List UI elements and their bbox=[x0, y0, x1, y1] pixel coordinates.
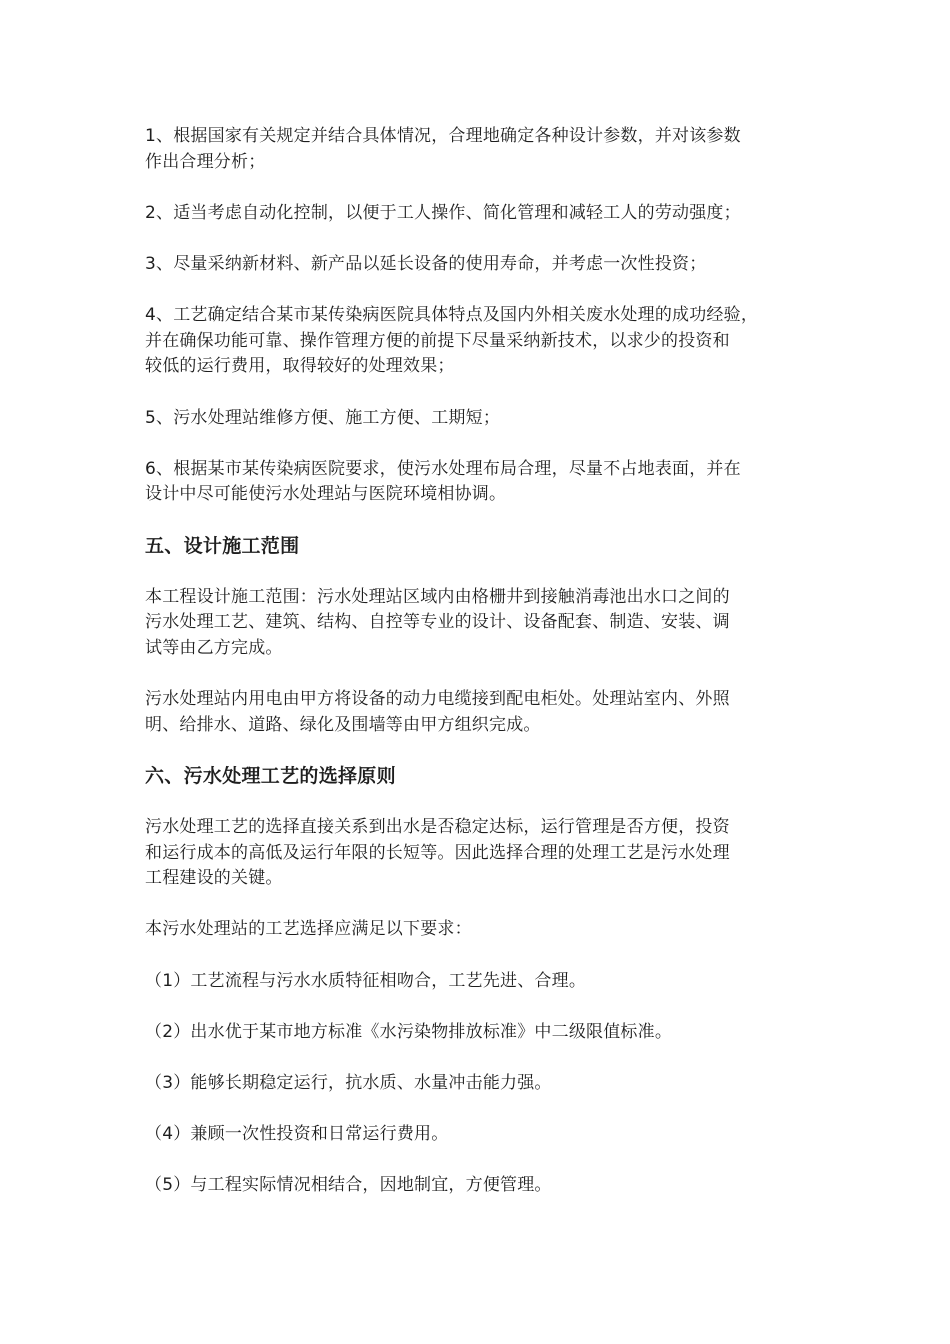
text-line: 6、根据某市某传染病医院要求，使污水处理布局合理，尽量不占地表面，并在 bbox=[145, 458, 741, 479]
text-line: 污水处理工艺、建筑、结构、自控等专业的设计、设备配套、制造、安装、调 bbox=[145, 612, 730, 633]
text-line: 1、根据国家有关规定并结合具体情况，合理地确定各种设计参数，并对该参数 bbox=[145, 126, 741, 146]
document-page bbox=[145, 124, 825, 1225]
text-line: 污水处理站内用电由甲方将设备的动力电缆接到配电柜处。处理站室内、外照 bbox=[145, 689, 730, 710]
requirement-paragraph bbox=[145, 1173, 825, 1199]
text-line: 作出合理分析； bbox=[145, 151, 266, 172]
principle-paragraph bbox=[145, 406, 825, 432]
requirement-paragraph bbox=[145, 1122, 825, 1148]
principle-paragraph bbox=[145, 252, 825, 278]
principle-paragraph bbox=[145, 457, 825, 508]
text-line: 2、适当考虑自动化控制，以便于工人操作、简化管理和减轻工人的劳动强度； bbox=[145, 202, 741, 223]
requirement-paragraph bbox=[145, 1020, 825, 1046]
scope-paragraph bbox=[145, 687, 825, 738]
text-line: 本工程设计施工范围：污水处理站区域内由格栅井到接触消毒池出水口之间的 bbox=[145, 586, 730, 607]
text-line: 污水处理工艺的选择直接关系到出水是否稳定达标，运行管理是否方便，投资 bbox=[145, 817, 730, 838]
text-line: 5、污水处理站维修方便、施工方便、工期短； bbox=[145, 407, 501, 428]
text-line: 明、给排水、道路、绿化及围墙等由甲方组织完成。 bbox=[145, 714, 541, 735]
design-principles-list bbox=[145, 124, 825, 508]
text-line: 3、尽量采纳新材料、新产品以延长设备的使用寿命，并考虑一次性投资； bbox=[145, 253, 707, 274]
requirement-paragraph bbox=[145, 815, 825, 892]
text-line: 设计中尽可能使污水处理站与医院环境相协调。 bbox=[145, 484, 507, 505]
text-line: （4）兼顾一次性投资和日常运行费用。 bbox=[145, 1124, 449, 1145]
section-heading-process-principles: 六、污水处理工艺的选择原则 bbox=[145, 764, 396, 787]
text-line: （2）出水优于某市地方标准《水污染物排放标准》中二级限值标准。 bbox=[145, 1021, 673, 1042]
requirement-paragraph bbox=[145, 917, 825, 943]
text-line: 并在确保功能可靠、操作管理方便的前提下尽量采纳新技术，以求少的投资和 bbox=[145, 330, 730, 351]
principle-paragraph bbox=[145, 201, 825, 227]
text-line: 本污水处理站的工艺选择应满足以下要求： bbox=[145, 919, 472, 940]
principle-paragraph bbox=[145, 124, 825, 175]
text-line: （1）工艺流程与污水水质特征相吻合，工艺先进、合理。 bbox=[145, 970, 587, 991]
scope-paragraph bbox=[145, 585, 825, 662]
scope-section-body bbox=[145, 585, 825, 739]
text-line: 工程建设的关键。 bbox=[145, 868, 283, 889]
principle-paragraph bbox=[145, 303, 825, 380]
text-line: 较低的运行费用，取得较好的处理效果； bbox=[145, 356, 455, 377]
text-line: 试等由乙方完成。 bbox=[145, 637, 283, 658]
text-line: 和运行成本的高低及运行年限的长短等。因此选择合理的处理工艺是污水处理 bbox=[145, 842, 730, 863]
section-heading-scope: 五、设计施工范围 bbox=[145, 534, 300, 557]
requirement-paragraph bbox=[145, 969, 825, 995]
requirement-paragraph bbox=[145, 1071, 825, 1097]
text-line: （3）能够长期稳定运行，抗水质、水量冲击能力强。 bbox=[145, 1072, 552, 1093]
text-line: （5）与工程实际情况相结合，因地制宜，方便管理。 bbox=[145, 1175, 552, 1196]
process-principles-body bbox=[145, 815, 825, 1199]
text-line: 4、工艺确定结合某市某传染病医院具体特点及国内外相关废水处理的成功经验， bbox=[145, 305, 759, 326]
